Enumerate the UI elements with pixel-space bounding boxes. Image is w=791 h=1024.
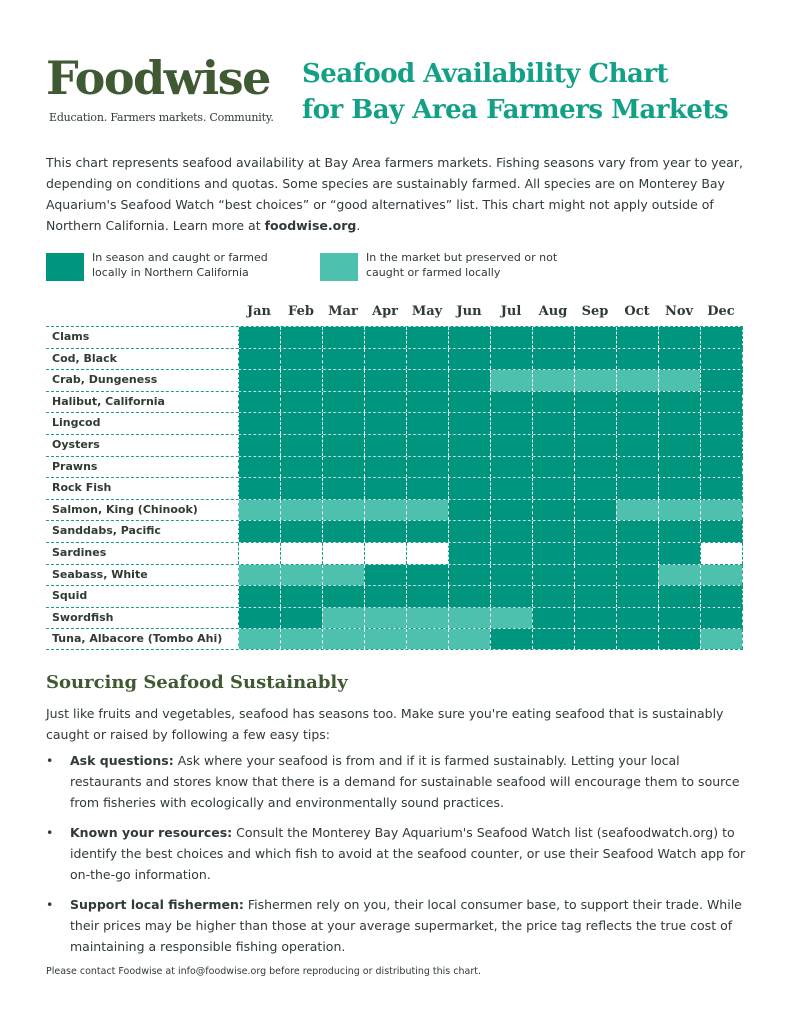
availability-cell xyxy=(364,586,406,607)
section-lead: Just like fruits and vegetables, seafood has seasons too. Make sure you're eating seafood that is sustainably caught or raised by following a few easy tips: xyxy=(46,706,724,742)
bullet-icon: • xyxy=(46,753,54,768)
row-end-line xyxy=(742,392,743,413)
availability-cell xyxy=(658,327,700,348)
table-row xyxy=(46,564,743,586)
availability-cell xyxy=(448,392,490,413)
availability-cell xyxy=(658,392,700,413)
availability-cell xyxy=(280,392,322,413)
availability-cell xyxy=(532,608,574,629)
availability-cell xyxy=(280,500,322,521)
availability-cell xyxy=(238,435,280,456)
brand-logo: Foodwise xyxy=(46,51,270,105)
month-label: Apr xyxy=(371,304,399,319)
availability-cell xyxy=(532,413,574,434)
bullet-icon: • xyxy=(46,897,54,912)
availability-cell xyxy=(532,392,574,413)
availability-cell xyxy=(322,457,364,478)
row-end-line xyxy=(742,565,743,586)
month-label: Feb xyxy=(288,304,314,319)
availability-cell xyxy=(238,608,280,629)
availability-cell xyxy=(574,327,616,348)
table-row xyxy=(46,391,743,413)
availability-cell xyxy=(322,500,364,521)
species-label: Crab, Dungeness xyxy=(52,373,158,387)
brand-tagline: Education. Farmers markets. Community. xyxy=(49,111,274,124)
availability-cell xyxy=(532,435,574,456)
availability-cell xyxy=(700,521,742,542)
row-end-line xyxy=(742,457,743,478)
availability-cell xyxy=(532,629,574,649)
availability-cell xyxy=(574,586,616,607)
availability-cell xyxy=(658,500,700,521)
availability-cell xyxy=(490,413,532,434)
legend-label-preserved: In the market but preserved or not caught or farmed locally xyxy=(366,251,558,279)
table-row xyxy=(46,542,743,564)
availability-cell xyxy=(280,543,322,564)
availability-cell xyxy=(490,608,532,629)
species-label: Prawns xyxy=(52,459,98,473)
availability-cell xyxy=(574,370,616,391)
row-end-line xyxy=(742,478,743,499)
availability-cell xyxy=(364,349,406,370)
availability-cell xyxy=(322,413,364,434)
species-label: Sanddabs, Pacific xyxy=(52,524,161,538)
table-row xyxy=(46,348,743,370)
availability-cell xyxy=(238,543,280,564)
species-label: Sardines xyxy=(52,545,107,559)
intro-end: . xyxy=(356,218,361,233)
row-end-line xyxy=(742,435,743,456)
availability-cell xyxy=(616,413,658,434)
availability-cell xyxy=(322,327,364,348)
table-row xyxy=(46,499,743,521)
row-end-line xyxy=(742,327,743,348)
availability-cell xyxy=(238,521,280,542)
tip-item xyxy=(46,822,746,885)
month-label: Mar xyxy=(328,304,358,319)
tip-item xyxy=(46,750,746,813)
availability-cell xyxy=(364,327,406,348)
availability-cell xyxy=(364,478,406,499)
availability-cell xyxy=(280,327,322,348)
availability-cell xyxy=(700,629,742,649)
bullet-icon: • xyxy=(46,825,54,840)
availability-cell xyxy=(406,435,448,456)
availability-cell xyxy=(532,565,574,586)
availability-cell xyxy=(406,457,448,478)
tip-text: Consult the Monterey Bay Aquarium's Seafood Watch list (seafoodwatch.org) to identify the best choices and which fish to avoid at the seafood counter, or use their Seafood Watch app for on-the-go information. xyxy=(70,825,746,882)
availability-cell xyxy=(616,586,658,607)
tip-label: Ask questions: xyxy=(70,753,174,768)
species-label: Cod, Black xyxy=(52,351,117,365)
row-end-line xyxy=(742,370,743,391)
availability-cell xyxy=(616,370,658,391)
availability-cell xyxy=(490,370,532,391)
availability-cell xyxy=(238,392,280,413)
availability-cell xyxy=(700,478,742,499)
footer-note: Please contact Foodwise at info@foodwise.org before reproducing or distributing this chart. xyxy=(46,966,481,977)
month-label: Nov xyxy=(664,304,694,319)
availability-cell xyxy=(322,543,364,564)
availability-cell xyxy=(448,521,490,542)
availability-cell xyxy=(490,478,532,499)
availability-cell xyxy=(700,565,742,586)
table-row xyxy=(46,434,743,456)
availability-cell xyxy=(700,392,742,413)
availability-cell xyxy=(238,500,280,521)
availability-cell xyxy=(280,478,322,499)
availability-cell xyxy=(700,370,742,391)
availability-cell xyxy=(322,586,364,607)
row-end-line xyxy=(742,586,743,607)
availability-cell xyxy=(616,349,658,370)
availability-cell xyxy=(574,543,616,564)
availability-cell xyxy=(280,608,322,629)
availability-cell xyxy=(658,608,700,629)
availability-cell xyxy=(700,586,742,607)
availability-cell xyxy=(490,435,532,456)
table-row xyxy=(46,607,743,629)
species-label: Oysters xyxy=(52,437,100,451)
availability-cell xyxy=(700,413,742,434)
availability-cell xyxy=(448,586,490,607)
availability-cell xyxy=(616,478,658,499)
legend-swatch-preserved xyxy=(320,253,358,281)
species-label: Lingcod xyxy=(52,416,101,430)
intro-link[interactable]: foodwise.org xyxy=(264,218,357,233)
availability-cell xyxy=(448,500,490,521)
availability-cell xyxy=(700,500,742,521)
table-row xyxy=(46,326,743,348)
month-label: Oct xyxy=(624,304,650,319)
availability-cell xyxy=(322,370,364,391)
availability-cell xyxy=(490,521,532,542)
availability-cell xyxy=(280,370,322,391)
table-row xyxy=(46,412,743,434)
species-label: Swordfish xyxy=(52,610,114,624)
availability-cell xyxy=(364,413,406,434)
availability-cell xyxy=(364,500,406,521)
month-header xyxy=(238,302,742,322)
availability-cell xyxy=(616,608,658,629)
tip-item xyxy=(46,894,746,957)
legend-swatch-in-season xyxy=(46,253,84,281)
availability-cell xyxy=(574,457,616,478)
availability-cell xyxy=(238,565,280,586)
month-label: Jun xyxy=(456,304,482,319)
legend-in-season xyxy=(46,250,302,281)
availability-cell xyxy=(448,565,490,586)
availability-cell xyxy=(322,521,364,542)
availability-cell xyxy=(322,435,364,456)
tip-label: Known your resources: xyxy=(70,825,233,840)
availability-cell xyxy=(700,457,742,478)
availability-cell xyxy=(616,629,658,649)
availability-cell xyxy=(448,413,490,434)
month-label: Jul xyxy=(500,304,522,319)
availability-cell xyxy=(406,370,448,391)
table-row xyxy=(46,369,743,391)
availability-cell xyxy=(574,349,616,370)
availability-cell xyxy=(238,586,280,607)
tip-text: Fishermen rely on you, their local consumer base, to support their trade. While their prices may be higher than those at your average supermarket, the price tag reflects the true cost of maintaining a responsible fishing operation. xyxy=(70,897,742,954)
availability-cell xyxy=(448,543,490,564)
availability-cell xyxy=(406,349,448,370)
availability-cell xyxy=(238,370,280,391)
availability-cell xyxy=(616,457,658,478)
species-label: Rock Fish xyxy=(52,481,112,495)
species-label: Halibut, California xyxy=(52,394,165,408)
availability-cell xyxy=(490,629,532,649)
availability-cell xyxy=(364,435,406,456)
page-title xyxy=(302,56,728,128)
row-end-line xyxy=(742,608,743,629)
availability-cell xyxy=(364,370,406,391)
availability-cell xyxy=(490,565,532,586)
availability-cell xyxy=(574,565,616,586)
availability-cell xyxy=(448,608,490,629)
section-heading: Sourcing Seafood Sustainably xyxy=(46,672,348,693)
availability-cell xyxy=(700,543,742,564)
availability-cell xyxy=(448,370,490,391)
availability-cell xyxy=(574,435,616,456)
month-label: Sep xyxy=(581,304,609,319)
availability-cell xyxy=(406,500,448,521)
availability-cell xyxy=(574,521,616,542)
availability-cell xyxy=(406,521,448,542)
availability-cell xyxy=(364,608,406,629)
availability-cell xyxy=(238,629,280,649)
availability-cell xyxy=(658,543,700,564)
availability-cell xyxy=(238,349,280,370)
availability-cell xyxy=(532,500,574,521)
availability-cell xyxy=(616,543,658,564)
table-row xyxy=(46,628,743,650)
species-label: Tuna, Albacore (Tombo Ahi) xyxy=(52,632,223,646)
species-label: Squid xyxy=(52,589,88,603)
availability-table xyxy=(46,326,743,650)
availability-cell xyxy=(280,521,322,542)
availability-cell xyxy=(616,392,658,413)
availability-cell xyxy=(406,586,448,607)
availability-cell xyxy=(490,349,532,370)
availability-cell xyxy=(616,327,658,348)
availability-cell xyxy=(322,478,364,499)
availability-cell xyxy=(406,478,448,499)
availability-cell xyxy=(574,413,616,434)
row-end-line xyxy=(742,500,743,521)
row-end-line xyxy=(742,413,743,434)
table-row xyxy=(46,585,743,607)
availability-cell xyxy=(364,629,406,649)
title-line-2: for Bay Area Farmers Markets xyxy=(302,95,729,125)
tip-label: Support local fishermen: xyxy=(70,897,244,912)
availability-cell xyxy=(658,349,700,370)
availability-cell xyxy=(490,543,532,564)
month-label: Dec xyxy=(707,304,735,319)
availability-cell xyxy=(490,392,532,413)
availability-cell xyxy=(406,565,448,586)
row-end-line xyxy=(742,543,743,564)
availability-cell xyxy=(658,629,700,649)
availability-cell xyxy=(280,413,322,434)
availability-cell xyxy=(364,521,406,542)
availability-cell xyxy=(448,457,490,478)
row-end-line xyxy=(742,521,743,542)
availability-cell xyxy=(238,413,280,434)
availability-cell xyxy=(658,586,700,607)
month-label: Jan xyxy=(246,304,272,319)
availability-cell xyxy=(574,392,616,413)
table-row xyxy=(46,456,743,478)
availability-cell xyxy=(406,608,448,629)
availability-cell xyxy=(322,629,364,649)
availability-cell xyxy=(322,608,364,629)
availability-cell xyxy=(532,327,574,348)
species-label: Clams xyxy=(52,330,90,343)
availability-cell xyxy=(658,370,700,391)
availability-cell xyxy=(700,349,742,370)
row-end-line xyxy=(742,349,743,370)
availability-cell xyxy=(700,435,742,456)
availability-cell xyxy=(658,413,700,434)
availability-cell xyxy=(238,457,280,478)
species-label: Seabass, White xyxy=(52,567,148,581)
species-label: Salmon, King (Chinook) xyxy=(52,502,198,516)
availability-cell xyxy=(490,586,532,607)
table-row xyxy=(46,477,743,499)
availability-cell xyxy=(406,543,448,564)
availability-cell xyxy=(532,478,574,499)
availability-cell xyxy=(658,565,700,586)
availability-cell xyxy=(406,327,448,348)
availability-cell xyxy=(490,457,532,478)
availability-cell xyxy=(532,349,574,370)
legend-label-in-season: In season and caught or farmed locally in Northern California xyxy=(92,251,268,279)
availability-cell xyxy=(700,608,742,629)
availability-cell xyxy=(406,629,448,649)
availability-cell xyxy=(364,565,406,586)
availability-cell xyxy=(658,435,700,456)
availability-cell xyxy=(658,478,700,499)
availability-cell xyxy=(406,392,448,413)
availability-cell xyxy=(532,586,574,607)
availability-cell xyxy=(616,435,658,456)
availability-cell xyxy=(364,457,406,478)
availability-cell xyxy=(658,457,700,478)
availability-cell xyxy=(532,521,574,542)
legend-preserved xyxy=(320,250,576,281)
availability-cell xyxy=(700,327,742,348)
availability-cell xyxy=(322,349,364,370)
availability-cell xyxy=(406,413,448,434)
availability-cell xyxy=(280,349,322,370)
availability-cell xyxy=(658,521,700,542)
availability-cell xyxy=(490,500,532,521)
availability-cell xyxy=(532,457,574,478)
availability-cell xyxy=(532,370,574,391)
availability-cell xyxy=(616,521,658,542)
table-row xyxy=(46,520,743,542)
availability-cell xyxy=(238,327,280,348)
availability-cell xyxy=(490,327,532,348)
month-label: Aug xyxy=(538,304,568,319)
row-end-line xyxy=(742,629,743,649)
availability-cell xyxy=(574,478,616,499)
intro-text: This chart represents seafood availability at Bay Area farmers markets. Fishing seasons vary from year to year, depending on conditions and quotas. Some species are sustainably farmed. All species are on Monterey Bay Aquarium's Seafood Watch “best choices” or “good alternatives” list. This chart might not apply outside of Northern California. Learn more at xyxy=(46,155,743,233)
availability-cell xyxy=(448,327,490,348)
availability-cell xyxy=(448,478,490,499)
availability-cell xyxy=(322,392,364,413)
availability-cell xyxy=(616,565,658,586)
title-line-1: Seafood Availability Chart xyxy=(302,59,669,89)
availability-cell xyxy=(280,629,322,649)
month-label: May xyxy=(411,304,443,319)
tip-text: Ask where your seafood is from and if it is farmed sustainably. Letting your local restaurants and stores know that there is a demand for sustainable seafood will encourage them to source from fisheries with ecologically and environmentally sound practices. xyxy=(70,753,740,810)
availability-cell xyxy=(448,629,490,649)
availability-cell xyxy=(448,349,490,370)
availability-cell xyxy=(616,500,658,521)
tips-list xyxy=(46,750,746,966)
availability-cell xyxy=(574,500,616,521)
availability-cell xyxy=(280,435,322,456)
availability-cell xyxy=(364,543,406,564)
availability-cell xyxy=(532,543,574,564)
availability-cell xyxy=(238,478,280,499)
availability-cell xyxy=(280,457,322,478)
availability-cell xyxy=(322,565,364,586)
availability-cell xyxy=(574,629,616,649)
availability-cell xyxy=(280,586,322,607)
availability-cell xyxy=(364,392,406,413)
intro-paragraph xyxy=(46,152,746,236)
availability-cell xyxy=(280,565,322,586)
availability-cell xyxy=(448,435,490,456)
availability-cell xyxy=(574,608,616,629)
